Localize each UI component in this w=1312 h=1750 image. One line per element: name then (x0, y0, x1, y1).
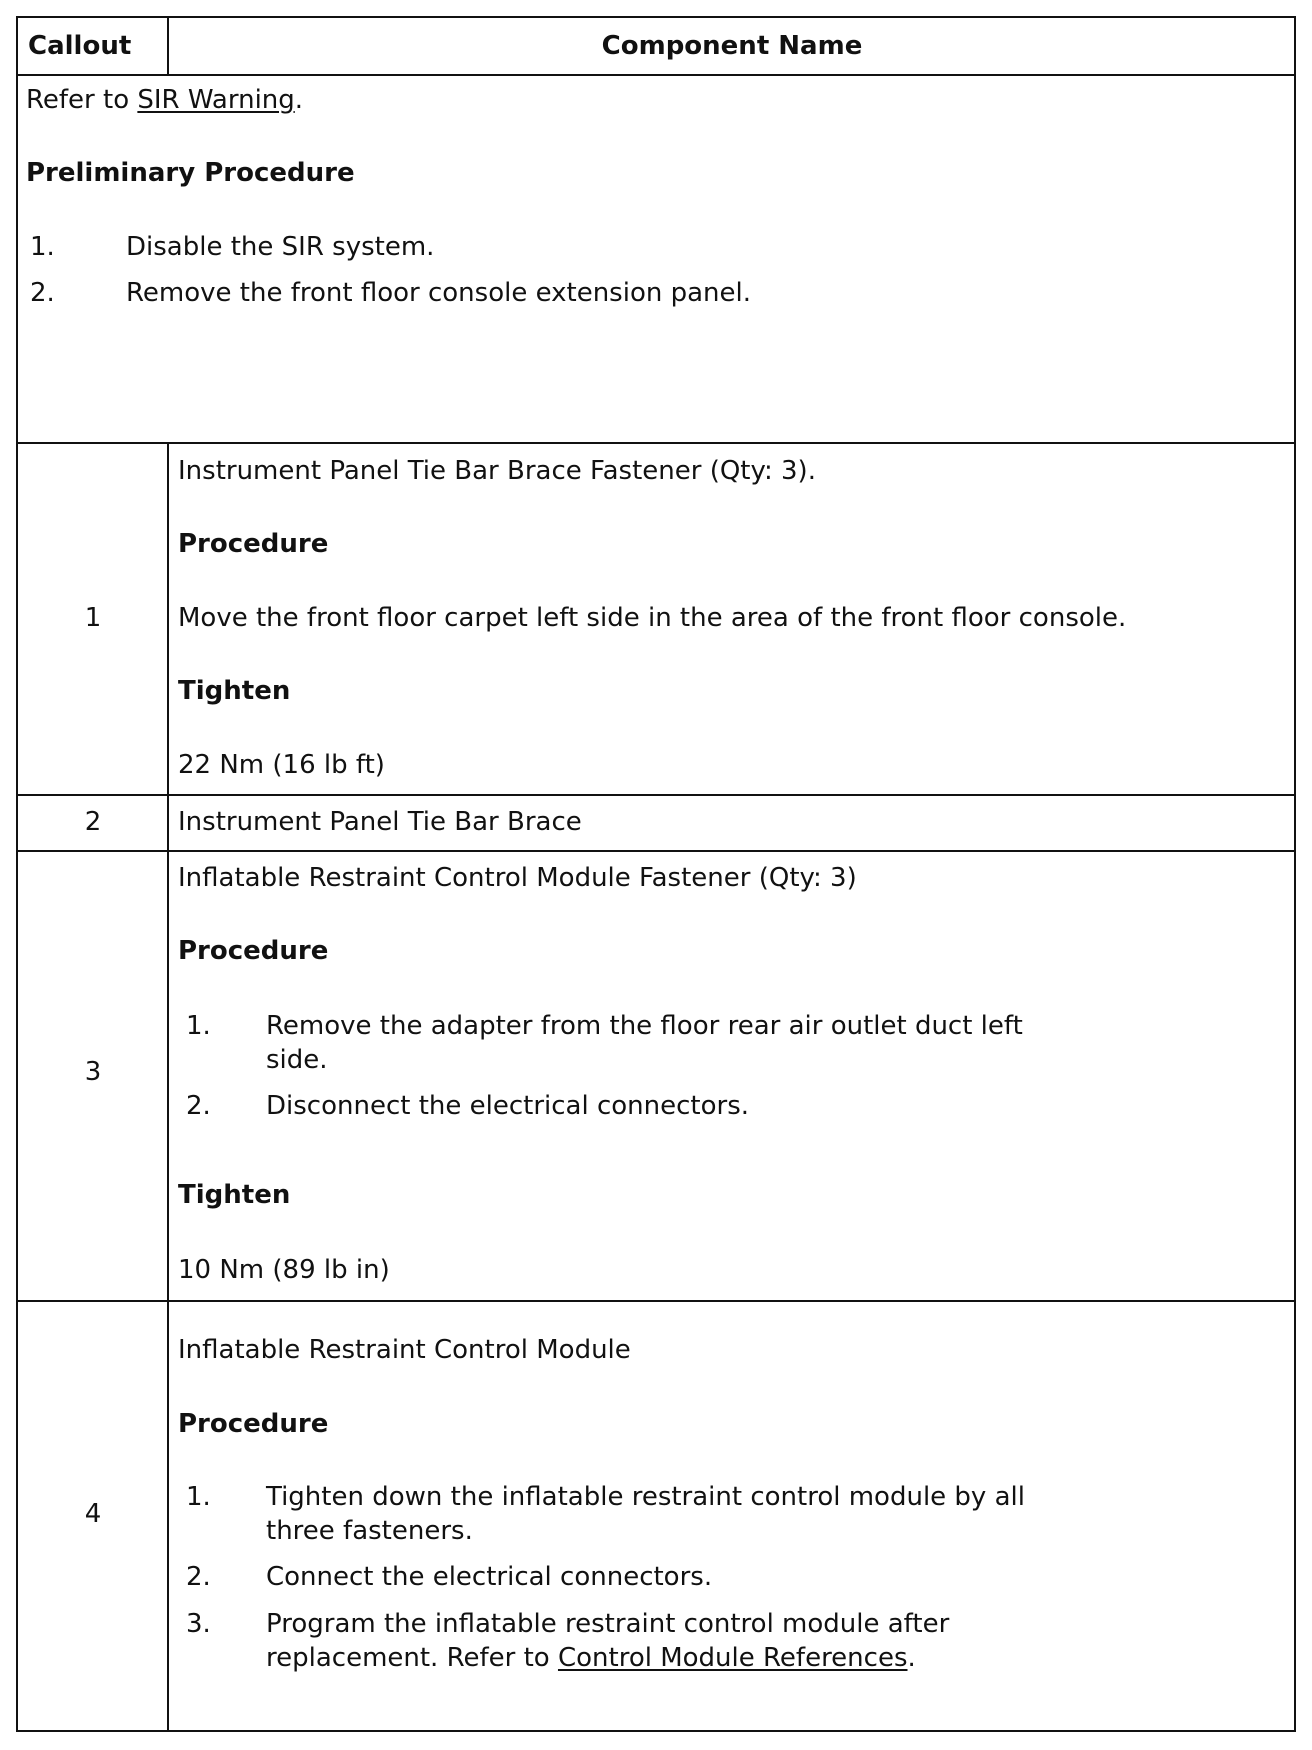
intro-step-text: Disable the SIR system. (126, 232, 435, 262)
component-title: Instrument Panel Tie Bar Brace (178, 807, 582, 837)
callout-number: 1 (84, 603, 102, 633)
intro-refer-suffix: . (294, 85, 304, 115)
header-component-name: Component Name (601, 31, 863, 61)
step-text: Disconnect the electrical connectors. (266, 1091, 750, 1121)
step-number: 2. (186, 1091, 211, 1121)
row1-divider (18, 794, 1294, 796)
step-number: 1. (186, 1482, 211, 1512)
intro-step-number: 2. (30, 278, 55, 308)
callout-number: 4 (84, 1499, 102, 1529)
step-text-continued: side. (266, 1045, 328, 1075)
step-text-suffix: . (907, 1643, 916, 1673)
step-text: Connect the electrical connectors. (266, 1562, 713, 1592)
tighten-label: Tighten (178, 1180, 291, 1210)
control-module-references-link[interactable]: Control Module References (557, 1643, 908, 1673)
intro-step-text: Remove the front floor console extension panel. (126, 278, 752, 308)
step-text-continued: three fasteners. (266, 1516, 473, 1546)
step-text-prefix: replacement. Refer to (266, 1643, 558, 1673)
intro-step-number: 1. (30, 232, 55, 262)
component-title: Instrument Panel Tie Bar Brace Fastener (Qty: 3). (178, 456, 816, 486)
intro-divider (18, 442, 1294, 444)
torque-value: 22 Nm (16 lb ft) (178, 750, 385, 780)
component-title: Inflatable Restraint Control Module Fastener (Qty: 3) (178, 863, 857, 893)
step-text: Program the inflatable restraint control module after (266, 1609, 950, 1639)
row3-divider (18, 1300, 1294, 1302)
row2-divider (18, 850, 1294, 852)
step-number: 1. (186, 1011, 211, 1041)
procedure-label: Procedure (178, 1409, 329, 1439)
step-text-continued (266, 1641, 916, 1675)
step-number: 3. (186, 1609, 211, 1639)
step-number: 2. (186, 1562, 211, 1592)
preliminary-procedure-heading: Preliminary Procedure (26, 158, 355, 188)
procedure-table (16, 16, 1296, 1732)
step-text: Remove the adapter from the floor rear air outlet duct left (266, 1011, 1023, 1041)
component-title: Inflatable Restraint Control Module (178, 1335, 631, 1365)
sir-warning-link[interactable]: SIR Warning (137, 85, 295, 115)
intro-refer-line (26, 83, 303, 117)
torque-value: 10 Nm (89 lb in) (178, 1255, 390, 1285)
header-callout: Callout (28, 31, 132, 61)
callout-number: 2 (84, 807, 102, 837)
header-divider (18, 74, 1294, 76)
step-text: Tighten down the inflatable restraint control module by all (266, 1482, 1025, 1512)
procedure-label: Procedure (178, 936, 329, 966)
callout-number: 3 (84, 1057, 102, 1087)
procedure-text: Move the front floor carpet left side in the area of the front floor console. (178, 603, 1127, 633)
intro-refer-prefix: Refer to (26, 85, 138, 115)
procedure-label: Procedure (178, 529, 329, 559)
tighten-label: Tighten (178, 676, 291, 706)
